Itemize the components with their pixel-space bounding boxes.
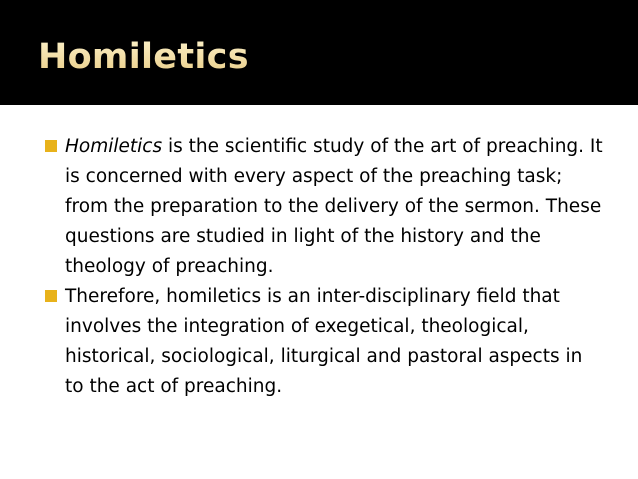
- bullet-text: is the scientific study of the art of preaching. It is concerned with every aspect of the preaching task; from the preparation to the delivery of the sermon. These questions are studied in light of the history and the theology of preaching.: [65, 136, 603, 277]
- bullet-item-interdisciplinary: [44, 282, 604, 402]
- bullet-list: [44, 132, 604, 402]
- slide-content: [0, 105, 638, 479]
- square-bullet-icon: [45, 290, 57, 302]
- bullet-item-definition: [44, 132, 604, 282]
- slide-title: Homiletics: [38, 33, 249, 81]
- square-bullet-icon: [45, 140, 57, 152]
- bullet-text: Therefore, homiletics is an inter-disciplinary field that involves the integration of exegetical, theological, historical, sociological, liturgical and pastoral aspects in to the act of preaching.: [65, 286, 583, 397]
- bullet-lead-term: Homiletics: [65, 136, 163, 157]
